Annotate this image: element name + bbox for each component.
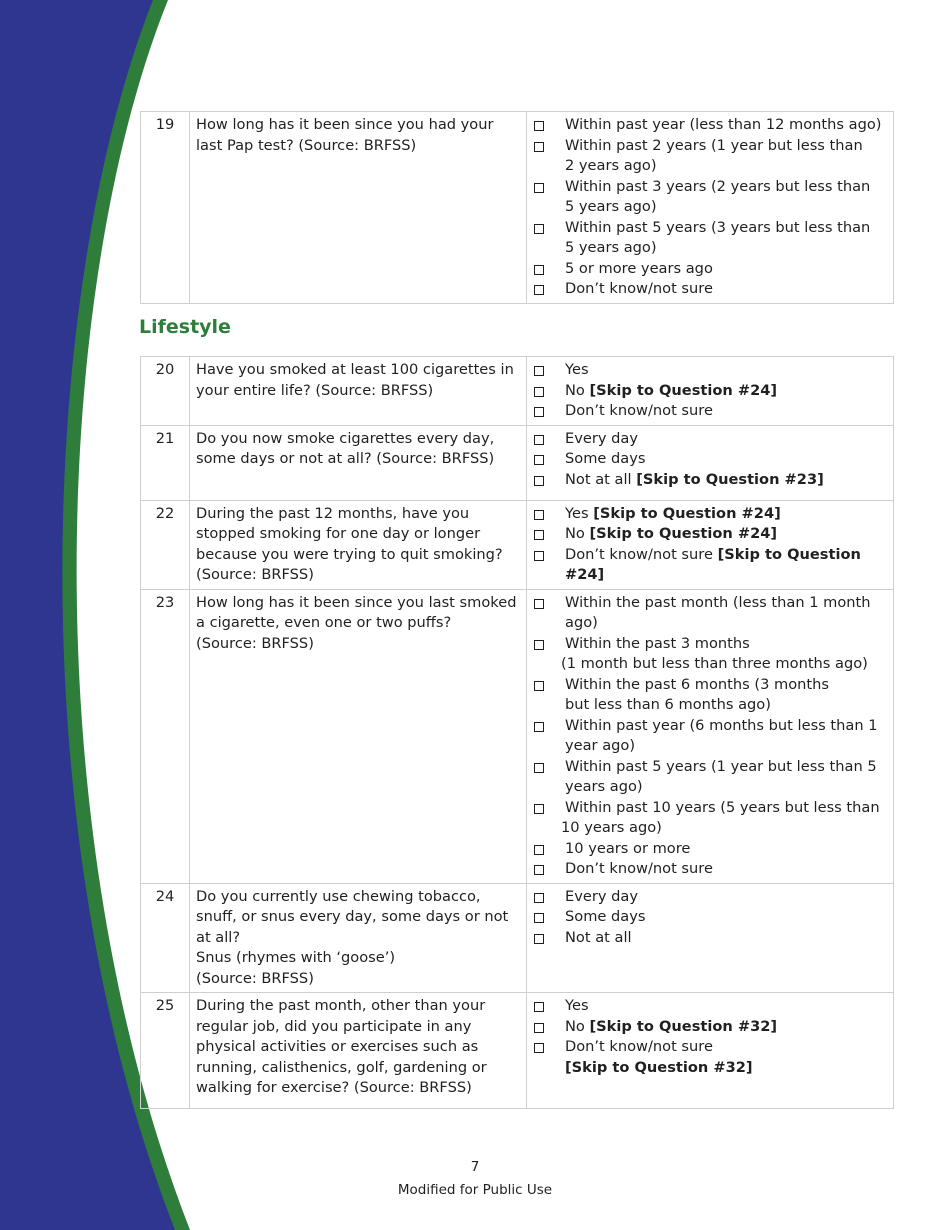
option-line: Within past 10 years (5 years but less than [565, 798, 880, 816]
checkbox-icon[interactable] [534, 640, 544, 650]
answer-options [527, 500, 894, 589]
checkbox-icon[interactable] [534, 476, 544, 486]
option-label: Some days [565, 450, 646, 467]
option-label: Every day [565, 887, 638, 905]
answer-option[interactable] [533, 136, 887, 177]
option-label: Don’t know/not sure [565, 1038, 713, 1055]
option-line [565, 449, 887, 470]
checkbox-icon[interactable] [534, 366, 544, 376]
question-row [141, 589, 894, 883]
question-table-19 [140, 111, 894, 304]
checkbox-icon[interactable] [534, 455, 544, 465]
answer-option[interactable] [533, 545, 887, 586]
question-source: (Source: BRFSS) [196, 969, 314, 987]
option-line [565, 381, 887, 402]
answer-option[interactable] [533, 259, 887, 280]
checkbox-icon[interactable] [534, 224, 544, 234]
option-label: Don’t know/not sure [565, 545, 718, 563]
option-line: Within past year (6 months but less than 1 [565, 716, 878, 734]
option-line [565, 470, 887, 491]
option-line: Within past 5 years (1 year but less than 5 [565, 757, 877, 775]
checkbox-icon[interactable] [534, 183, 544, 193]
option-line [565, 907, 887, 928]
answer-options [527, 589, 894, 883]
answer-option[interactable] [533, 593, 887, 634]
option-line: Within past 2 years (1 year but less than [565, 136, 863, 154]
answer-option[interactable] [533, 1037, 887, 1078]
option-line: year ago) [565, 737, 636, 754]
skip-instruction: [Skip to Question #24] [589, 525, 778, 542]
option-line: 2 years ago) [565, 157, 657, 174]
question-row [141, 500, 894, 589]
option-line [565, 996, 887, 1017]
checkbox-icon[interactable] [534, 763, 544, 773]
question-source: (Source: BRFSS) [196, 634, 314, 652]
question-cell [190, 883, 527, 993]
section-heading-lifestyle: Lifestyle [139, 316, 231, 338]
checkbox-icon[interactable] [534, 265, 544, 275]
option-line: 5 years ago) [565, 198, 657, 215]
option-label: Don’t know/not sure [565, 402, 713, 419]
question-cell [190, 425, 527, 500]
skip-instruction: [Skip to Question #32] [589, 1017, 778, 1035]
answer-option[interactable] [533, 634, 887, 675]
option-line: Within the past 6 months (3 months [565, 675, 829, 693]
option-label: No [565, 1017, 590, 1035]
checkbox-icon[interactable] [534, 599, 544, 609]
question-text: Have you smoked at least 100 cigarettes in your entire life? (Source: BRFSS) [196, 361, 514, 399]
checkbox-icon[interactable] [534, 121, 544, 131]
question-row [141, 112, 894, 304]
answer-option[interactable] [533, 675, 887, 716]
checkbox-icon[interactable] [534, 865, 544, 875]
question-row [141, 993, 894, 1109]
answer-options [527, 112, 894, 304]
option-line [565, 401, 887, 422]
answer-option[interactable] [533, 839, 887, 860]
checkbox-icon[interactable] [534, 435, 544, 445]
option-line [565, 1017, 887, 1038]
answer-option[interactable] [533, 279, 887, 300]
option-label: Not at all [565, 470, 637, 488]
checkbox-icon[interactable] [534, 845, 544, 855]
checkbox-icon[interactable] [534, 804, 544, 814]
question-cell [190, 357, 527, 426]
option-line: (1 month but less than three months ago) [561, 655, 868, 672]
question-note: Snus (rhymes with ‘goose’) [196, 949, 396, 966]
question-number: 22 [141, 500, 190, 589]
question-text: How long has it been since you had your last Pap test? (Source: BRFSS) [196, 116, 494, 154]
answer-option[interactable] [533, 996, 887, 1017]
question-number: 25 [141, 993, 190, 1109]
option-line: 5 years ago) [565, 239, 657, 256]
answer-options [527, 357, 894, 426]
question-row [141, 425, 894, 500]
page-number: 7 [470, 1159, 480, 1175]
option-label: Every day [565, 429, 638, 447]
answer-option[interactable] [533, 360, 887, 381]
checkbox-icon[interactable] [534, 934, 544, 944]
option-line [565, 504, 887, 525]
answer-option[interactable] [533, 887, 887, 908]
checkbox-icon[interactable] [534, 1043, 544, 1053]
answer-option[interactable] [533, 907, 887, 928]
checkbox-icon[interactable] [534, 285, 544, 295]
option-label: Not at all [565, 928, 632, 946]
answer-option[interactable] [533, 798, 887, 839]
answer-options [527, 883, 894, 993]
answer-option[interactable] [533, 1017, 887, 1038]
option-line [565, 1037, 887, 1058]
option-label: Some days [565, 908, 646, 925]
option-line [565, 524, 887, 545]
option-line: Within the past month (less than 1 month ago) [565, 593, 871, 631]
option-line: Don’t know/not sure [565, 280, 713, 297]
question-cell [190, 112, 527, 304]
checkbox-icon[interactable] [534, 407, 544, 417]
option-line: Within past year (less than 12 months ago) [565, 116, 882, 133]
question-number: 23 [141, 589, 190, 883]
question-number: 21 [141, 425, 190, 500]
option-line: Don’t know/not sure [565, 860, 713, 877]
option-line: 10 years or more [565, 839, 691, 857]
skip-instruction: [Skip to Question #23] [636, 470, 824, 488]
option-line: Within past 5 years (3 years but less than [565, 218, 871, 236]
answer-option[interactable] [533, 504, 887, 525]
option-line [565, 887, 887, 908]
checkbox-icon[interactable] [534, 551, 544, 561]
checkbox-icon[interactable] [534, 1023, 544, 1033]
option-label: Yes [565, 361, 589, 378]
answer-option[interactable] [533, 429, 887, 450]
answer-options [527, 425, 894, 500]
question-table-lifestyle [140, 356, 894, 1109]
checkbox-icon[interactable] [534, 530, 544, 540]
option-line: 10 years ago) [561, 819, 662, 836]
option-label: No [565, 525, 590, 542]
answer-option[interactable] [533, 401, 887, 422]
answer-options [527, 993, 894, 1109]
option-line: Within past 3 years (2 years but less than [565, 177, 871, 195]
skip-instruction: [Skip to Question #32] [565, 1058, 753, 1076]
question-row [141, 357, 894, 426]
checkbox-icon[interactable] [534, 893, 544, 903]
option-line: but less than 6 months ago) [565, 696, 771, 713]
checkbox-icon[interactable] [534, 387, 544, 397]
answer-option[interactable] [533, 449, 887, 470]
question-cell [190, 500, 527, 589]
question-number: 20 [141, 357, 190, 426]
answer-option[interactable] [533, 859, 887, 880]
option-line: 5 or more years ago [565, 259, 713, 277]
answer-option[interactable] [533, 177, 887, 218]
option-line [565, 429, 887, 450]
question-cell [190, 589, 527, 883]
checkbox-icon[interactable] [534, 681, 544, 691]
skip-instruction: [Skip to Question #24] [593, 504, 781, 522]
answer-option[interactable] [533, 524, 887, 545]
answer-option[interactable] [533, 928, 887, 949]
footer-note: Modified for Public Use [397, 1182, 553, 1198]
question-number: 19 [141, 112, 190, 304]
answer-option[interactable] [533, 115, 887, 136]
checkbox-icon[interactable] [534, 510, 544, 520]
option-line [565, 360, 887, 381]
option-line: Within the past 3 months [565, 634, 750, 652]
answer-option[interactable] [533, 218, 887, 259]
option-label: No [565, 381, 590, 399]
checkbox-icon[interactable] [534, 913, 544, 923]
option-label: Yes [565, 997, 589, 1014]
question-text: During the past month, other than your regular job, did you participate in any physical activities or exercises such as running, calisthenics, golf, gardening or walking for exercise? (Source: BRFSS) [196, 997, 487, 1096]
option-line: years ago) [565, 778, 643, 795]
option-label: Yes [565, 504, 594, 522]
answer-option[interactable] [533, 381, 887, 402]
answer-option[interactable] [533, 470, 887, 491]
question-text: How long has it been since you last smoked a cigarette, even one or two puffs? [196, 593, 517, 631]
question-cell [190, 993, 527, 1109]
question-row [141, 883, 894, 993]
question-text: Do you now smoke cigarettes every day, some days or not at all? (Source: BRFSS) [196, 429, 495, 467]
option-line [565, 928, 887, 949]
checkbox-icon[interactable] [534, 142, 544, 152]
skip-instruction: [Skip to Question #24] [589, 381, 778, 399]
question-text: During the past 12 months, have you stopped smoking for one day or longer because you were trying to quit smoking? (Source: BRFSS) [196, 504, 503, 583]
checkbox-icon[interactable] [534, 1002, 544, 1012]
option-line [565, 545, 887, 586]
answer-option[interactable] [533, 757, 887, 798]
checkbox-icon[interactable] [534, 722, 544, 732]
question-number: 24 [141, 883, 190, 993]
skip-instruction: [Skip to Question #24] [565, 545, 861, 583]
answer-option[interactable] [533, 716, 887, 757]
question-text: Do you currently use chewing tobacco, snuff, or snus every day, some days or not at all? [196, 887, 509, 946]
